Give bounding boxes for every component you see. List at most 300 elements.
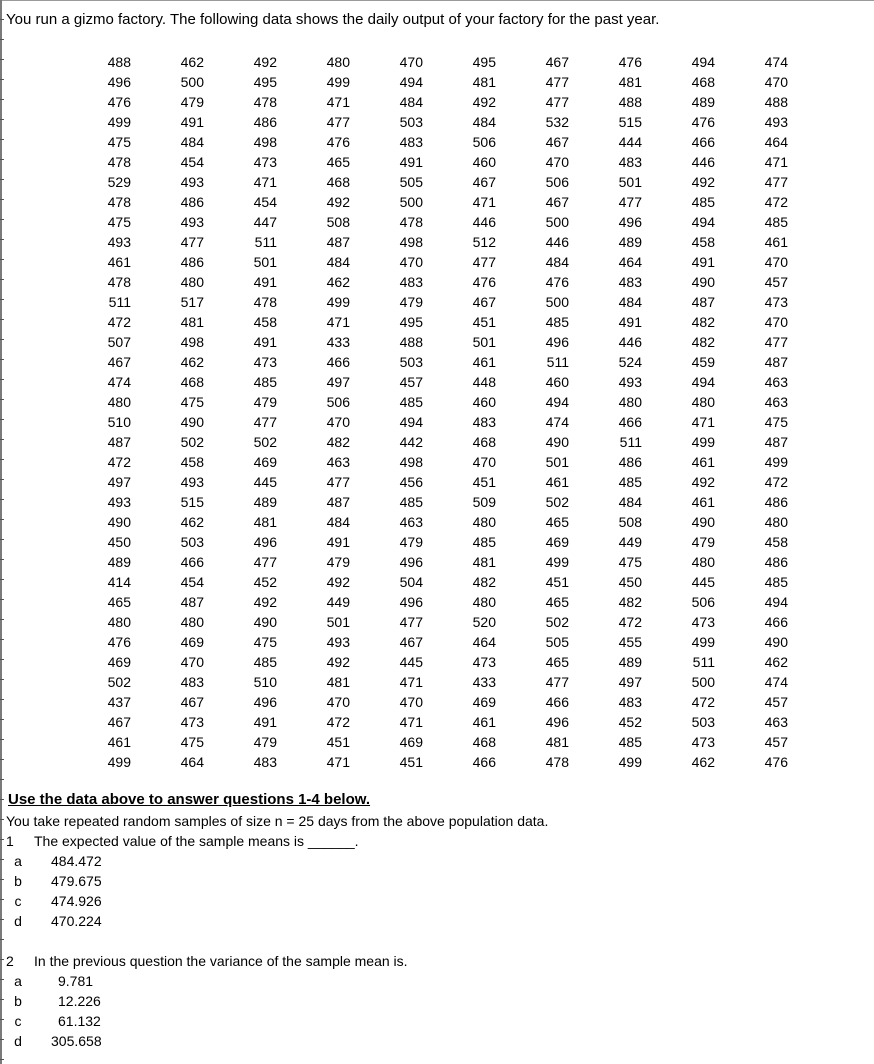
data-cell: 484 <box>180 134 204 150</box>
data-cell: 470 <box>180 654 204 670</box>
data-cell: 480 <box>326 54 350 70</box>
data-cell: 476 <box>472 274 496 290</box>
option-value: 9.781 <box>58 973 94 989</box>
data-cell: 472 <box>764 474 788 490</box>
data-cell: 471 <box>326 754 350 770</box>
data-cell: 499 <box>691 434 715 450</box>
data-cell: 493 <box>618 374 642 390</box>
data-cell: 498 <box>399 454 423 470</box>
data-cell: 473 <box>691 734 715 750</box>
data-cell: 479 <box>253 734 277 750</box>
data-cell: 494 <box>691 374 715 390</box>
data-cell: 467 <box>545 194 569 210</box>
data-cell: 484 <box>399 94 423 110</box>
option-row <box>0 871 300 891</box>
data-cell: 462 <box>326 274 350 290</box>
daily-output-table <box>58 52 788 772</box>
data-cell: 493 <box>764 114 788 130</box>
data-cell: 496 <box>253 694 277 710</box>
data-cell: 494 <box>399 414 423 430</box>
data-cell: 480 <box>691 554 715 570</box>
data-cell: 464 <box>180 754 204 770</box>
data-cell: 460 <box>472 394 496 410</box>
data-cell: 492 <box>326 574 350 590</box>
data-cell: 493 <box>107 494 131 510</box>
data-cell: 486 <box>253 114 277 130</box>
data-cell: 472 <box>691 694 715 710</box>
data-cell: 482 <box>691 314 715 330</box>
sheet-top-border <box>0 0 874 1</box>
data-cell: 477 <box>618 194 642 210</box>
data-cell: 470 <box>399 254 423 270</box>
data-cell: 503 <box>399 354 423 370</box>
data-cell: 477 <box>253 414 277 430</box>
data-cell: 491 <box>253 274 277 290</box>
scenario-text: You take repeated random samples of size n = 25 days from the above population data. <box>6 813 549 829</box>
data-cell: 452 <box>253 574 277 590</box>
data-cell: 484 <box>326 514 350 530</box>
data-cell: 485 <box>472 534 496 550</box>
data-cell: 485 <box>691 194 715 210</box>
data-cell: 470 <box>764 254 788 270</box>
data-cell: 454 <box>180 154 204 170</box>
data-cell: 477 <box>253 554 277 570</box>
data-cell: 500 <box>691 674 715 690</box>
data-cell: 510 <box>253 674 277 690</box>
data-cell: 460 <box>545 374 569 390</box>
data-cell: 502 <box>107 674 131 690</box>
data-cell: 476 <box>107 634 131 650</box>
data-cell: 495 <box>399 314 423 330</box>
data-cell: 506 <box>545 174 569 190</box>
data-cell: 464 <box>472 634 496 650</box>
data-cell: 497 <box>326 374 350 390</box>
data-cell: 450 <box>107 534 131 550</box>
data-cell: 480 <box>107 394 131 410</box>
data-cell: 500 <box>545 214 569 230</box>
data-cell: 480 <box>618 394 642 410</box>
data-cell: 481 <box>545 734 569 750</box>
data-cell: 487 <box>764 354 788 370</box>
data-cell: 470 <box>545 154 569 170</box>
data-cell: 469 <box>545 534 569 550</box>
data-cell: 498 <box>399 234 423 250</box>
data-cell: 468 <box>180 374 204 390</box>
data-cell: 469 <box>253 454 277 470</box>
data-cell: 474 <box>107 374 131 390</box>
data-cell: 477 <box>326 114 350 130</box>
data-cell: 471 <box>472 194 496 210</box>
option-row <box>0 851 300 871</box>
data-cell: 461 <box>107 254 131 270</box>
data-cell: 510 <box>107 414 131 430</box>
data-cell: 515 <box>180 494 204 510</box>
option-row <box>0 891 300 911</box>
option-row <box>0 991 300 1011</box>
data-cell: 467 <box>107 714 131 730</box>
data-cell: 489 <box>253 494 277 510</box>
data-cell: 414 <box>107 574 131 590</box>
data-cell: 487 <box>326 494 350 510</box>
data-cell: 486 <box>764 494 788 510</box>
data-cell: 448 <box>472 374 496 390</box>
option-row <box>0 971 300 991</box>
data-cell: 473 <box>253 354 277 370</box>
data-cell: 489 <box>691 94 715 110</box>
data-cell: 488 <box>618 94 642 110</box>
data-cell: 498 <box>180 334 204 350</box>
data-cell: 511 <box>254 234 277 250</box>
data-cell: 479 <box>399 534 423 550</box>
question-1 <box>0 831 874 851</box>
data-cell: 468 <box>472 734 496 750</box>
data-cell: 483 <box>399 274 423 290</box>
data-cell: 475 <box>180 734 204 750</box>
data-cell: 502 <box>253 434 277 450</box>
data-cell: 467 <box>545 134 569 150</box>
option-value: 484.472 <box>51 853 102 869</box>
data-cell: 511 <box>108 294 131 310</box>
data-cell: 446 <box>691 154 715 170</box>
data-cell: 466 <box>545 694 569 710</box>
data-cell: 466 <box>180 554 204 570</box>
data-cell: 466 <box>764 614 788 630</box>
data-cell: 475 <box>180 394 204 410</box>
data-cell: 477 <box>764 334 788 350</box>
data-cell: 489 <box>107 554 131 570</box>
data-cell: 475 <box>618 554 642 570</box>
data-cell: 490 <box>545 434 569 450</box>
data-cell: 471 <box>691 414 715 430</box>
question-text: In the previous question the variance of the sample mean is. <box>34 953 408 969</box>
data-cell: 500 <box>180 74 204 90</box>
data-cell: 459 <box>691 354 715 370</box>
data-cell: 468 <box>691 74 715 90</box>
data-cell: 490 <box>107 514 131 530</box>
data-cell: 506 <box>691 594 715 610</box>
data-cell: 461 <box>107 734 131 750</box>
data-cell: 484 <box>618 294 642 310</box>
data-cell: 461 <box>545 474 569 490</box>
data-cell: 503 <box>399 114 423 130</box>
data-cell: 463 <box>399 514 423 530</box>
data-cell: 493 <box>107 234 131 250</box>
data-cell: 501 <box>326 614 350 630</box>
data-cell: 481 <box>253 514 277 530</box>
data-cell: 485 <box>618 474 642 490</box>
data-cell: 480 <box>180 274 204 290</box>
data-cell: 444 <box>618 134 642 150</box>
option-letter: a <box>14 853 22 869</box>
data-cell: 475 <box>764 414 788 430</box>
data-cell: 467 <box>545 54 569 70</box>
data-cell: 454 <box>253 194 277 210</box>
data-cell: 485 <box>545 314 569 330</box>
data-cell: 461 <box>764 234 788 250</box>
data-cell: 487 <box>180 594 204 610</box>
data-cell: 494 <box>691 214 715 230</box>
data-cell: 492 <box>326 654 350 670</box>
data-cell: 446 <box>545 234 569 250</box>
data-cell: 494 <box>764 594 788 610</box>
data-cell: 491 <box>253 714 277 730</box>
data-cell: 485 <box>618 734 642 750</box>
data-cell: 499 <box>764 454 788 470</box>
data-cell: 493 <box>326 634 350 650</box>
data-cell: 493 <box>180 214 204 230</box>
data-cell: 487 <box>691 294 715 310</box>
data-cell: 464 <box>764 134 788 150</box>
data-cell: 480 <box>472 594 496 610</box>
data-cell: 469 <box>107 654 131 670</box>
data-cell: 451 <box>472 314 496 330</box>
data-cell: 445 <box>253 474 277 490</box>
data-cell: 487 <box>764 434 788 450</box>
data-cell: 498 <box>253 134 277 150</box>
data-cell: 496 <box>618 214 642 230</box>
data-cell: 480 <box>107 614 131 630</box>
data-cell: 475 <box>107 134 131 150</box>
data-cell: 483 <box>618 274 642 290</box>
data-cell: 472 <box>107 454 131 470</box>
data-cell: 485 <box>764 574 788 590</box>
data-cell: 499 <box>545 554 569 570</box>
data-cell: 454 <box>180 574 204 590</box>
data-cell: 485 <box>253 654 277 670</box>
data-cell: 501 <box>618 174 642 190</box>
data-cell: 501 <box>253 254 277 270</box>
data-cell: 496 <box>399 554 423 570</box>
data-cell: 446 <box>618 334 642 350</box>
data-cell: 469 <box>180 634 204 650</box>
data-cell: 467 <box>107 354 131 370</box>
data-cell: 480 <box>764 514 788 530</box>
data-cell: 482 <box>618 594 642 610</box>
data-cell: 465 <box>326 154 350 170</box>
data-cell: 489 <box>618 654 642 670</box>
data-cell: 468 <box>472 434 496 450</box>
data-cell: 482 <box>472 574 496 590</box>
data-cell: 465 <box>545 514 569 530</box>
data-cell: 497 <box>107 474 131 490</box>
data-cell: 482 <box>691 334 715 350</box>
data-cell: 532 <box>545 114 569 130</box>
data-cell: 462 <box>180 54 204 70</box>
data-cell: 451 <box>545 574 569 590</box>
data-cell: 492 <box>326 194 350 210</box>
data-cell: 499 <box>326 294 350 310</box>
data-cell: 486 <box>180 254 204 270</box>
data-cell: 508 <box>326 214 350 230</box>
data-cell: 511 <box>546 354 569 370</box>
data-cell: 466 <box>618 414 642 430</box>
data-cell: 456 <box>399 474 423 490</box>
data-cell: 462 <box>691 754 715 770</box>
data-cell: 437 <box>107 694 131 710</box>
data-cell: 457 <box>764 694 788 710</box>
data-cell: 501 <box>545 454 569 470</box>
question-number: 1 <box>6 833 14 849</box>
data-cell: 476 <box>107 94 131 110</box>
question-text: The expected value of the sample means is ______. <box>34 833 359 849</box>
option-value: 470.224 <box>51 913 102 929</box>
data-cell: 463 <box>764 394 788 410</box>
data-cell: 473 <box>180 714 204 730</box>
data-cell: 511 <box>619 434 642 450</box>
data-cell: 499 <box>107 114 131 130</box>
data-cell: 488 <box>764 94 788 110</box>
data-cell: 502 <box>545 614 569 630</box>
data-cell: 511 <box>692 654 715 670</box>
data-cell: 496 <box>107 74 131 90</box>
data-cell: 458 <box>180 454 204 470</box>
data-cell: 472 <box>618 614 642 630</box>
data-cell: 478 <box>107 194 131 210</box>
data-cell: 478 <box>399 214 423 230</box>
data-cell: 480 <box>472 514 496 530</box>
data-cell: 503 <box>691 714 715 730</box>
data-cell: 477 <box>472 254 496 270</box>
data-cell: 494 <box>399 74 423 90</box>
data-cell: 446 <box>472 214 496 230</box>
data-cell: 484 <box>545 254 569 270</box>
data-cell: 466 <box>326 354 350 370</box>
option-letter: b <box>14 993 22 1009</box>
data-cell: 433 <box>326 334 350 350</box>
data-cell: 474 <box>545 414 569 430</box>
data-cell: 492 <box>472 94 496 110</box>
data-cell: 433 <box>472 674 496 690</box>
option-row <box>0 1011 300 1031</box>
data-cell: 473 <box>472 654 496 670</box>
data-cell: 494 <box>691 54 715 70</box>
option-row <box>0 911 300 931</box>
data-cell: 507 <box>107 334 131 350</box>
data-cell: 466 <box>691 134 715 150</box>
data-cell: 467 <box>472 174 496 190</box>
data-cell: 471 <box>764 154 788 170</box>
data-cell: 476 <box>545 274 569 290</box>
data-cell: 471 <box>399 674 423 690</box>
data-cell: 470 <box>326 414 350 430</box>
data-cell: 487 <box>107 434 131 450</box>
data-cell: 479 <box>399 294 423 310</box>
data-cell: 445 <box>399 654 423 670</box>
data-cell: 458 <box>764 534 788 550</box>
data-cell: 493 <box>180 474 204 490</box>
data-cell: 442 <box>399 434 423 450</box>
data-cell: 476 <box>764 754 788 770</box>
data-cell: 496 <box>545 714 569 730</box>
data-cell: 481 <box>326 674 350 690</box>
data-cell: 478 <box>253 94 277 110</box>
data-cell: 502 <box>180 434 204 450</box>
data-cell: 461 <box>691 454 715 470</box>
data-cell: 485 <box>399 394 423 410</box>
data-cell: 505 <box>399 174 423 190</box>
data-cell: 457 <box>399 374 423 390</box>
data-cell: 486 <box>764 554 788 570</box>
option-value: 479.675 <box>51 873 102 889</box>
data-cell: 497 <box>618 674 642 690</box>
data-cell: 449 <box>326 594 350 610</box>
data-cell: 487 <box>326 234 350 250</box>
data-cell: 479 <box>253 394 277 410</box>
data-cell: 460 <box>472 154 496 170</box>
data-cell: 491 <box>618 314 642 330</box>
data-cell: 465 <box>545 594 569 610</box>
data-cell: 486 <box>618 454 642 470</box>
data-cell: 492 <box>691 174 715 190</box>
data-cell: 451 <box>472 474 496 490</box>
data-cell: 500 <box>399 194 423 210</box>
data-cell: 451 <box>326 734 350 750</box>
data-cell: 477 <box>545 674 569 690</box>
data-cell: 499 <box>618 754 642 770</box>
question-2 <box>0 951 874 971</box>
data-cell: 461 <box>691 494 715 510</box>
data-cell: 478 <box>107 274 131 290</box>
data-cell: 470 <box>326 694 350 710</box>
data-cell: 455 <box>618 634 642 650</box>
data-cell: 490 <box>764 634 788 650</box>
data-cell: 477 <box>399 614 423 630</box>
data-cell: 478 <box>253 294 277 310</box>
data-cell: 491 <box>326 534 350 550</box>
data-cell: 477 <box>326 474 350 490</box>
data-cell: 473 <box>691 614 715 630</box>
data-cell: 481 <box>180 314 204 330</box>
data-cell: 496 <box>253 534 277 550</box>
data-cell: 479 <box>180 94 204 110</box>
data-cell: 471 <box>326 94 350 110</box>
data-cell: 506 <box>472 134 496 150</box>
data-cell: 450 <box>618 574 642 590</box>
data-cell: 484 <box>618 494 642 510</box>
question-number: 2 <box>6 953 14 969</box>
data-cell: 473 <box>764 294 788 310</box>
data-cell: 465 <box>107 594 131 610</box>
data-cell: 502 <box>545 494 569 510</box>
data-cell: 464 <box>618 254 642 270</box>
data-cell: 490 <box>180 414 204 430</box>
data-cell: 501 <box>472 334 496 350</box>
data-cell: 482 <box>326 434 350 450</box>
data-cell: 483 <box>472 414 496 430</box>
option-letter: d <box>14 913 22 929</box>
data-cell: 480 <box>180 614 204 630</box>
data-cell: 488 <box>107 54 131 70</box>
option-letter: a <box>14 973 22 989</box>
data-cell: 529 <box>107 174 131 190</box>
data-cell: 489 <box>618 234 642 250</box>
data-cell: 492 <box>691 474 715 490</box>
data-cell: 499 <box>107 754 131 770</box>
data-cell: 470 <box>764 314 788 330</box>
data-cell: 457 <box>764 734 788 750</box>
data-cell: 483 <box>618 694 642 710</box>
data-cell: 491 <box>691 254 715 270</box>
data-cell: 496 <box>399 594 423 610</box>
option-letter: c <box>14 1013 22 1029</box>
option-row <box>0 1031 300 1051</box>
data-cell: 492 <box>253 594 277 610</box>
data-cell: 490 <box>691 514 715 530</box>
data-cell: 485 <box>253 374 277 390</box>
data-cell: 473 <box>253 154 277 170</box>
problem-title: You run a gizmo factory. The following data shows the daily output of your factory for the past year. <box>6 11 660 28</box>
option-letter: b <box>14 873 22 889</box>
